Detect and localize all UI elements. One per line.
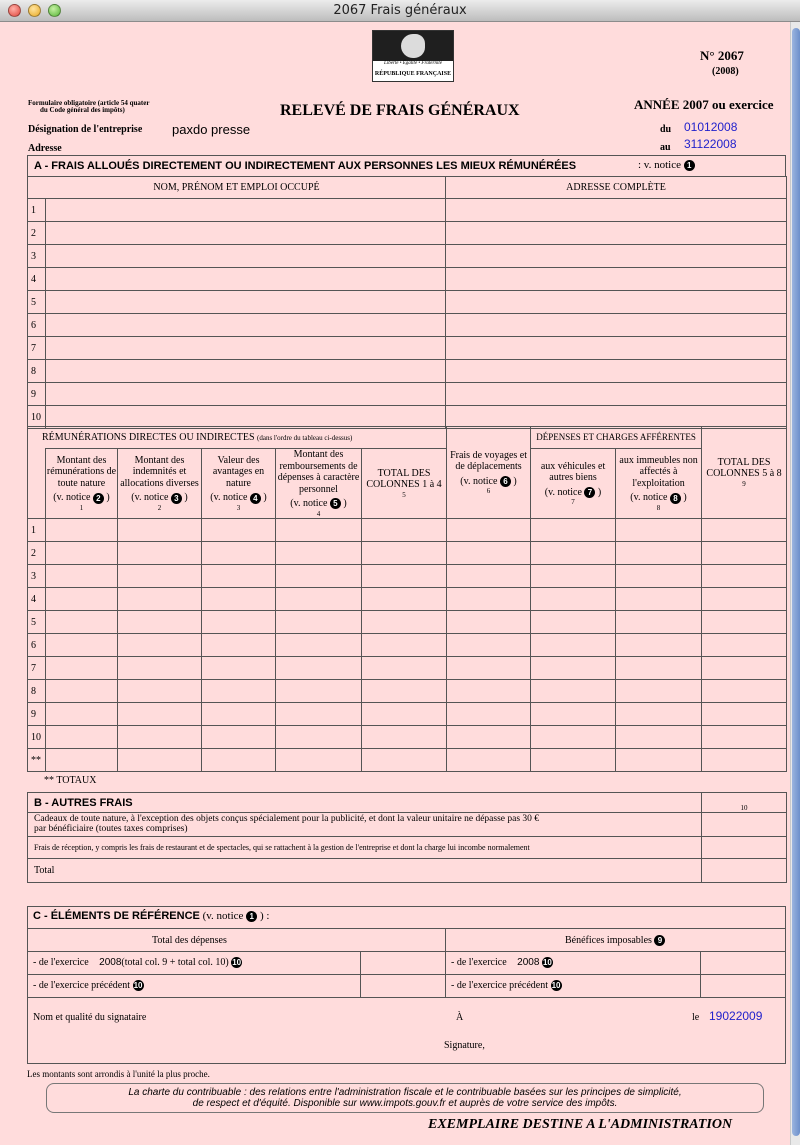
row-number: 2 [28,542,46,565]
section-b-table [27,792,787,883]
company-label: Désignation de l'entreprise [28,124,143,135]
col-notice: (v. notice [290,498,328,510]
amount-cell-col-1[interactable] [46,703,118,726]
row-number: 4 [28,268,46,291]
col-header-label: TOTAL DES COLONNES 5 à 8 [706,456,782,480]
table-row [28,519,787,542]
amount-cell-col-9[interactable] [702,542,787,565]
amount-cell-col-1[interactable] [46,749,118,772]
row-number: 5 [28,291,46,314]
year-label: ANNÉE 2007 ou exercice [634,97,774,112]
amount-cell-col-1[interactable] [46,565,118,588]
section-a-title: A - FRAIS ALLOUÉS DIRECTEMENT OU INDIRECTEMENT AUX PERSONNES LES MIEUX RÉMUNÉRÉES [34,160,577,172]
amount-cell-col-3[interactable] [202,749,276,772]
amount-cell-col-6[interactable] [447,542,531,565]
amount-cell-col-7[interactable] [531,749,616,772]
a-label: À [456,1012,464,1023]
republique-logo [372,30,454,82]
col-notice: (v. notice [53,492,91,504]
amount-cell-col-5[interactable] [362,542,447,565]
amount-cell-col-4[interactable] [276,634,362,657]
row-number: 6 [28,314,46,337]
amount-cell-col-7[interactable] [531,542,616,565]
col-header-label: Valeur des avantages en nature [212,454,265,489]
col-header-label: Montant des indemnités et allocations diverses [120,454,199,489]
col-header-label: aux immeubles non affectés à l'exploitation [619,454,698,489]
table-row [28,291,787,314]
person-name-field[interactable] [46,360,446,383]
row-number: 9 [28,703,46,726]
amount-cell-col-9[interactable] [702,657,787,680]
table-row [28,383,787,406]
le-label: le [692,1012,700,1023]
col-9-header [702,427,787,519]
amount-cell-col-5[interactable] [362,726,447,749]
notice-10c-icon: 10 [133,981,143,991]
table-row [28,634,787,657]
table-row [28,657,787,680]
total-b-label: Total [28,859,702,883]
notice-7-icon: 7 [584,487,595,498]
amount-cell-col-8[interactable] [616,657,702,680]
exercice-prec-label: - de l'exercice précédent [33,980,131,991]
col-notice: (v. notice [131,492,169,504]
col-index: 1 [79,503,84,512]
table-row [28,611,787,634]
col-index: 5 [402,490,406,499]
form-title: RELEVÉ DE FRAIS GÉNÉRAUX [280,102,520,119]
total-b-field[interactable] [702,859,787,883]
form-number: N° 2067 [700,48,744,63]
amount-cell-col-2[interactable] [118,588,202,611]
du-field[interactable]: 01012008 [684,120,738,134]
remun-note: (dans l'ordre du tableau ci-dessus) [257,434,353,442]
notice-1c-icon: 1 [246,911,257,922]
amount-cell-col-2[interactable] [118,657,202,680]
amount-cell-col-8[interactable] [616,542,702,565]
person-name-field[interactable] [46,268,446,291]
amount-cell-col-2[interactable] [118,726,202,749]
amount-cell-col-1[interactable] [46,634,118,657]
row-number: 2 [28,222,46,245]
marianne-icon [401,34,425,58]
benef-exercice-label: - de l'exercice [451,957,507,968]
amount-cell-col-9[interactable] [702,611,787,634]
section-c-title: C - ÉLÉMENTS DE RÉFÉRENCE [33,910,200,922]
amount-cell-col-3[interactable] [202,542,276,565]
col-1-header: Montant des rémunérations de toute nature (v. notice 2 ) 1 [46,449,118,519]
table-row [28,749,787,772]
section-a-header [27,155,786,177]
notice-5-icon: 5 [330,498,341,509]
amount-cell-col-1[interactable] [46,726,118,749]
amount-cell-col-5[interactable] [362,680,447,703]
col-index: 4 [316,509,321,518]
col-7-header: aux véhicules et autres biens (v. notice 7 ) 7 [531,449,616,519]
row-number: 8 [28,360,46,383]
signataire-label: Nom et qualité du signataire [33,1012,147,1023]
table-row [28,268,787,291]
benef-exercice-prec-label: - de l'exercice précédent [451,980,549,991]
person-name-field[interactable] [46,314,446,337]
au-field[interactable]: 31122008 [684,137,737,151]
amount-cell-col-3[interactable] [202,657,276,680]
charter-line1: La charte du contribuable : des relations entre l'administration fiscale et le contribuable basées sur les principes de simplicité, [128,1087,682,1098]
notice-3-icon: 3 [171,493,182,504]
logo-republic: RÉPUBLIQUE FRANÇAISE [374,71,452,77]
section-a-notice: : v. notice [638,159,681,171]
person-address-field[interactable] [446,268,787,291]
table-row [28,360,787,383]
mandatory-line1: Formulaire obligatoire (article 54 quater [28,99,150,107]
zoom-window-button[interactable] [48,4,61,17]
row-number: 3 [28,245,46,268]
amount-cell-col-3[interactable] [202,519,276,542]
amount-cell-col-6[interactable] [447,588,531,611]
amount-cell-col-3[interactable] [202,565,276,588]
notice-10b-icon: 10 [542,958,552,968]
notice-4-icon: 4 [250,493,261,504]
person-address-field[interactable] [446,337,787,360]
amount-cell-col-7[interactable] [531,565,616,588]
person-address-field[interactable] [446,245,787,268]
amount-cell-col-4[interactable] [276,519,362,542]
exercice-calc: (total col. 9 + total col. 10) [121,957,229,968]
amount-cell-col-8[interactable] [616,588,702,611]
au-label: au [660,142,671,153]
person-name-field[interactable] [46,199,446,222]
amount-cell-col-4[interactable] [276,749,362,772]
person-address-field[interactable] [446,291,787,314]
col-2-header: Montant des indemnités et allocations diverses (v. notice 3 ) 2 [118,449,202,519]
reception-amount-field[interactable] [702,837,787,859]
notice-10-icon: 10 [232,958,242,968]
amount-cell-col-9[interactable] [702,519,787,542]
date-field[interactable]: 19022009 [709,1009,763,1023]
amount-cell-col-2[interactable] [118,565,202,588]
person-name-field[interactable] [46,245,446,268]
table-row [28,726,787,749]
amount-cell-col-2[interactable] [118,703,202,726]
amount-cell-col-1[interactable] [46,542,118,565]
exercice-year-field[interactable]: 2008 [99,957,122,968]
col-index: 3 [236,503,241,512]
amount-cell-col-8[interactable] [616,726,702,749]
person-address-field[interactable] [446,314,787,337]
row-number: 8 [28,680,46,703]
close-window-button[interactable] [8,4,21,17]
table-row [28,199,787,222]
notice-1-icon: 1 [684,160,695,171]
amount-cell-col-3[interactable] [202,680,276,703]
amount-cell-col-5[interactable] [362,657,447,680]
bottom-banner: EXEMPLAIRE DESTINE A L'ADMINISTRATION [428,1117,733,1132]
amount-cell-col-4[interactable] [276,588,362,611]
person-name-field[interactable] [46,222,446,245]
col-index: 8 [656,503,661,512]
section-b-title: B - AUTRES FRAIS [34,796,133,809]
amount-cell-col-5[interactable] [362,611,447,634]
person-address-field[interactable] [446,360,787,383]
amount-cell-col-6[interactable] [447,565,531,588]
amount-cell-col-3[interactable] [202,611,276,634]
charges-title: DÉPENSES ET CHARGES AFFÉRENTES [531,427,702,449]
amount-cell-col-6[interactable] [447,657,531,680]
col-8-header: aux immeubles non affectés à l'exploitation (v. notice 8 ) 8 [616,449,702,519]
col-index: 7 [571,498,575,507]
amount-cell-col-8[interactable] [616,680,702,703]
total-depenses-header: Total des dépenses [152,935,227,946]
amount-cell-col-5[interactable] [362,749,447,772]
col-address-header: ADRESSE COMPLÈTE [446,177,787,199]
amount-cell-col-2[interactable] [118,542,202,565]
row-number: 6 [28,634,46,657]
signature-label: Signature, [444,1040,485,1051]
amount-cell-col-7[interactable] [531,680,616,703]
person-name-field[interactable] [46,337,446,360]
amount-cell-col-7[interactable] [531,703,616,726]
row-number: 4 [28,588,46,611]
col-index: 2 [157,503,162,512]
row-number: 10 [28,406,46,429]
mandatory-line2: du Code général des impôts) [40,106,125,114]
window-title: 2067 Frais généraux [333,3,467,18]
amount-cell-col-6[interactable] [447,703,531,726]
charter-line2: de respect et d'équité. Disponible sur www.impots.gouv.fr et auprès de votre service des impôts. [192,1098,618,1109]
col-5-header [362,449,447,519]
amount-cell-col-8[interactable] [616,611,702,634]
benef-exercice-year-field[interactable]: 2008 [517,957,540,968]
amount-cell-col-7[interactable] [531,657,616,680]
row-number: 10 [28,726,46,749]
col-6-header: Frais de voyages et de déplacements (v. notice 6 ) 6 [447,427,531,519]
exercice-label: - de l'exercice [33,957,89,968]
row-number: 7 [28,337,46,360]
rounding-note: Les montants sont arrondis à l'unité la plus proche. [27,1069,210,1079]
amount-cell-col-9[interactable] [702,680,787,703]
col-10-index: 10 [702,793,787,813]
form-year: (2008) [712,66,739,77]
section-c-notice-end: ) : [259,910,270,922]
remun-title: RÉMUNÉRATIONS DIRECTES OU INDIRECTES [42,432,255,443]
table-row [28,314,787,337]
amount-cell-col-4[interactable] [276,680,362,703]
amount-cell-col-6[interactable] [447,749,531,772]
amount-cell-col-4[interactable] [276,726,362,749]
row-number: 7 [28,657,46,680]
amount-cell-col-5[interactable] [362,588,447,611]
col-header-label: aux véhicules et autres biens [540,460,606,484]
amount-cell-col-7[interactable] [531,519,616,542]
notice-10d-icon: 10 [551,981,561,991]
col-index: 9 [742,479,746,488]
row-number: 9 [28,383,46,406]
amount-cell-col-4[interactable] [276,565,362,588]
amount-cell-col-5[interactable] [362,565,447,588]
amount-cell-col-1[interactable] [46,611,118,634]
amount-cell-col-1[interactable] [46,519,118,542]
amount-cell-col-8[interactable] [616,749,702,772]
amount-cell-col-5[interactable] [362,519,447,542]
table-row [28,245,787,268]
amount-cell-col-8[interactable] [616,703,702,726]
amount-cell-col-5[interactable] [362,703,447,726]
amount-cell-col-1[interactable] [46,588,118,611]
amount-cell-col-6[interactable] [447,611,531,634]
amount-cell-col-1[interactable] [46,680,118,703]
col-notice: (v. notice [210,492,248,504]
col-notice: (v. notice [630,492,668,504]
amount-cell-col-6[interactable] [447,726,531,749]
amount-cell-col-9[interactable] [702,726,787,749]
person-address-field[interactable] [446,199,787,222]
row-number: 1 [28,519,46,542]
amount-cell-col-9[interactable] [702,634,787,657]
vertical-scrollbar[interactable] [790,22,800,1145]
amount-cell-col-9[interactable] [702,565,787,588]
gifts-label: Cadeaux de toute nature, à l'exception des objets conçus spécialement pour la publicité, et dont la valeur unitaire ne dépasse pas 30 € [34,813,540,824]
scrollbar-thumb[interactable] [792,28,800,1136]
col-4-header: Montant des remboursements de dépenses à caractère personnel (v. notice 5 ) 4 [276,449,362,519]
amount-cell-col-3[interactable] [202,588,276,611]
amount-cell-col-4[interactable] [276,703,362,726]
amount-cell-col-5[interactable] [362,634,447,657]
amount-cell-col-6[interactable] [447,519,531,542]
benefices-header: Bénéfices imposables [565,935,652,946]
totaux-label: ** TOTAUX [44,775,97,786]
amount-cell-col-7[interactable] [531,634,616,657]
notice-9-icon: 9 [654,935,665,946]
amount-cell-col-2[interactable] [118,680,202,703]
amount-cell-col-9[interactable] [702,703,787,726]
section-c-notice: (v. notice [202,910,244,922]
col-header-label: Montant des remboursements de dépenses à caractère personnel [277,449,360,495]
amount-cell-col-3[interactable] [202,726,276,749]
col-index: 6 [486,487,491,496]
row-number: 3 [28,565,46,588]
table-row [28,337,787,360]
company-field[interactable]: paxdo presse [172,122,251,137]
col-notice: (v. notice [544,486,582,498]
amount-cell-col-9[interactable] [702,749,787,772]
gifts-label-2: par bénéficiaire (toutes taxes comprises) [34,823,188,834]
amount-cell-col-8[interactable] [616,634,702,657]
amount-cell-col-3[interactable] [202,634,276,657]
address-label: Adresse [28,143,62,154]
persons-table [27,176,787,429]
amount-cell-col-6[interactable] [447,634,531,657]
table-row [28,565,787,588]
col-name-header: NOM, PRÉNOM ET EMPLOI OCCUPÉ [28,177,446,199]
table-row [28,222,787,245]
amount-cell-col-7[interactable] [531,726,616,749]
remunerations-table [27,426,787,772]
amount-cell-col-1[interactable] [46,657,118,680]
table-row [28,680,787,703]
reception-label: Frais de réception, y compris les frais de restaurant et de spectacles, qui se rattachent à la gestion de l'entreprise et dont la charge lui incombe normalement [28,837,702,859]
table-row [28,703,787,726]
amount-cell-col-7[interactable] [531,588,616,611]
amount-cell-col-4[interactable] [276,611,362,634]
person-address-field[interactable] [446,222,787,245]
amount-cell-col-2[interactable] [118,611,202,634]
row-number: 1 [28,199,46,222]
col-header-label: Frais de voyages et de déplacements [450,449,527,473]
du-label: du [660,124,672,135]
notice-2-icon: 2 [93,493,104,504]
window-titlebar [0,0,800,22]
row-number: ** [28,749,46,772]
col-header-label: TOTAL DES COLONNES 1 à 4 [366,467,442,491]
amount-cell-col-3[interactable] [202,703,276,726]
amount-cell-col-2[interactable] [118,519,202,542]
table-row [28,588,787,611]
amount-cell-col-4[interactable] [276,657,362,680]
amount-cell-col-2[interactable] [118,634,202,657]
col-3-header: Valeur des avantages en nature (v. notice 4 ) 3 [202,449,276,519]
amount-cell-col-9[interactable] [702,588,787,611]
minimize-window-button[interactable] [28,4,41,17]
amount-cell-col-6[interactable] [447,680,531,703]
amount-cell-col-7[interactable] [531,611,616,634]
person-name-field[interactable] [46,383,446,406]
amount-cell-col-4[interactable] [276,542,362,565]
col-notice: (v. notice [460,475,498,487]
col-header-label: Montant des rémunérations de toute nature [46,454,117,489]
notice-8-icon: 8 [670,493,681,504]
person-address-field[interactable] [446,383,787,406]
amount-cell-col-8[interactable] [616,519,702,542]
row-number: 5 [28,611,46,634]
person-name-field[interactable] [46,291,446,314]
amount-cell-col-2[interactable] [118,749,202,772]
logo-motto: Liberté • Égalité • Fraternité [384,61,442,66]
charter-box [46,1083,764,1113]
table-row [28,542,787,565]
notice-6-icon: 6 [500,476,511,487]
gifts-amount-field[interactable] [702,813,787,837]
amount-cell-col-8[interactable] [616,565,702,588]
